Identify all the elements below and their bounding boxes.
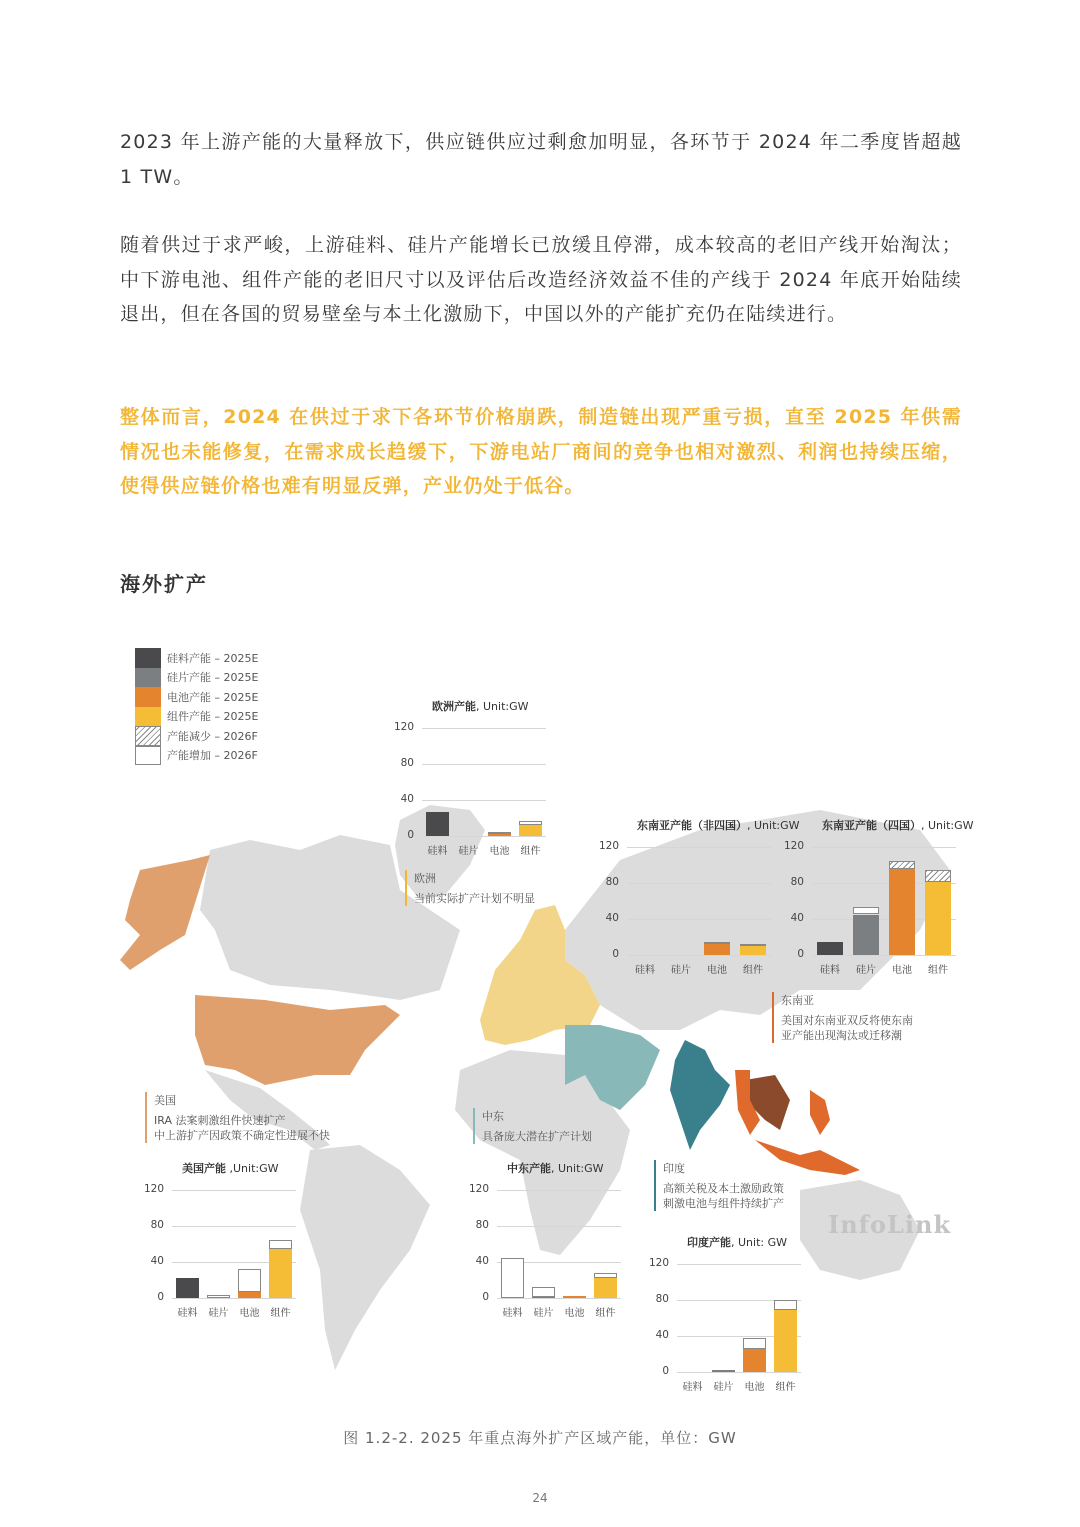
legend-item-module: 组件产能 – 2025E bbox=[135, 707, 258, 727]
y-tick-label: 80 bbox=[475, 1219, 489, 1231]
bar-increase-2026f bbox=[519, 821, 541, 826]
gridline bbox=[627, 883, 771, 884]
legend-swatch bbox=[135, 687, 161, 707]
bar-decrease-2026f bbox=[889, 861, 915, 869]
bar-increase-2026f bbox=[238, 1269, 260, 1292]
y-tick-label: 0 bbox=[407, 829, 414, 841]
chart-europe bbox=[390, 698, 550, 858]
x-category-label: 电池 bbox=[707, 965, 727, 976]
x-category-label: 组件 bbox=[520, 846, 541, 857]
bar-2025e bbox=[563, 1296, 585, 1298]
chart-title: 美国产能 ,Unit:GW bbox=[182, 1162, 279, 1175]
map-sea-other-philippines bbox=[810, 1090, 830, 1135]
gridline bbox=[172, 1190, 296, 1191]
bar-2025e bbox=[925, 882, 951, 955]
y-tick-label: 80 bbox=[605, 876, 619, 888]
x-category-label: 硅片 bbox=[458, 846, 479, 857]
paragraph-highlight: 整体而言，2024 在供过于求下各环节价格崩跌，制造链出现严重亏损，直至 2025 年供需情况也未能修复，在需求成长趋缓下，下游电站厂商间的竞争也相对激烈、利润也持续压缩，使得供应链价格也难有明显反弹，产业仍处于低谷。 bbox=[120, 406, 962, 497]
bar-increase-2026f bbox=[488, 832, 510, 834]
page-number: 24 bbox=[532, 1491, 548, 1505]
gridline bbox=[497, 1190, 621, 1191]
x-category-label: 硅片 bbox=[533, 1308, 554, 1319]
legend-swatch-hatch bbox=[135, 726, 161, 746]
x-category-label: 硅片 bbox=[671, 965, 691, 976]
map-usa bbox=[195, 995, 400, 1085]
x-category-label: 硅料 bbox=[177, 1308, 198, 1319]
bar-2025e bbox=[519, 825, 541, 836]
y-tick-label: 120 bbox=[143, 1183, 164, 1195]
map-alaska bbox=[120, 855, 210, 970]
bar-increase-2026f bbox=[704, 942, 730, 944]
x-category-label: 电池 bbox=[489, 846, 510, 857]
x-category-label: 电池 bbox=[239, 1308, 260, 1319]
y-tick-label: 40 bbox=[790, 912, 804, 924]
bar-2025e bbox=[740, 946, 766, 955]
gridline bbox=[627, 847, 771, 848]
bar-2025e bbox=[269, 1249, 291, 1299]
x-category-label: 电池 bbox=[892, 965, 912, 976]
legend-item-polysilicon: 硅料产能 – 2025E bbox=[135, 648, 258, 668]
bar-decrease-2026f bbox=[925, 870, 951, 882]
y-tick-label: 80 bbox=[150, 1219, 164, 1231]
bar-increase-2026f bbox=[740, 944, 766, 946]
annotation-usa: 美国 IRA 法案刺激组件快速扩产 中上游扩产因政策不确定性进展不快 bbox=[145, 1092, 330, 1143]
legend-swatch bbox=[135, 648, 161, 668]
bar-2025e bbox=[712, 1370, 734, 1372]
gridline bbox=[422, 728, 546, 729]
chart-sea-four bbox=[780, 817, 974, 977]
x-category-label: 组件 bbox=[743, 965, 763, 976]
y-tick-label: 0 bbox=[797, 948, 804, 960]
legend-item-increase: 产能增加 – 2026F bbox=[135, 746, 258, 766]
x-category-label: 电池 bbox=[564, 1308, 585, 1319]
chart-middle-east bbox=[465, 1160, 625, 1320]
bar-increase-2026f bbox=[207, 1295, 229, 1298]
legend-swatch bbox=[135, 668, 161, 688]
y-tick-label: 40 bbox=[475, 1255, 489, 1267]
chart-title: 东南亚产能（非四国）, Unit:GW bbox=[637, 819, 800, 832]
x-category-label: 硅料 bbox=[820, 965, 840, 976]
bar-2025e bbox=[704, 942, 730, 955]
bar-increase-2026f bbox=[774, 1300, 796, 1310]
legend-item-wafer: 硅片产能 – 2025E bbox=[135, 668, 258, 688]
y-tick-label: 120 bbox=[598, 840, 619, 852]
annotation-india: 印度 高额关税及本土激励政策 刺激电池与组件持续扩产 bbox=[654, 1160, 784, 1211]
y-tick-label: 80 bbox=[655, 1293, 669, 1305]
y-tick-label: 40 bbox=[605, 912, 619, 924]
annotation-europe: 欧洲 当前实际扩产计划不明显 bbox=[405, 870, 535, 906]
x-category-label: 硅料 bbox=[682, 1382, 703, 1393]
gridline bbox=[677, 1372, 801, 1373]
x-category-label: 组件 bbox=[595, 1308, 616, 1319]
bar-2025e bbox=[426, 812, 448, 836]
y-tick-label: 0 bbox=[157, 1291, 164, 1303]
bar-2025e bbox=[176, 1278, 198, 1298]
gridline bbox=[812, 847, 956, 848]
legend-item-decrease: 产能减少 – 2026F bbox=[135, 726, 258, 746]
figure-caption: 图 1.2-2. 2025 年重点海外扩产区域产能，单位：GW bbox=[343, 1429, 737, 1447]
x-category-label: 硅料 bbox=[427, 846, 448, 857]
map-india bbox=[670, 1040, 730, 1150]
annotation-middle-east: 中东 具备庞大潜在扩产计划 bbox=[473, 1108, 592, 1144]
gridline bbox=[627, 919, 771, 920]
y-tick-label: 40 bbox=[150, 1255, 164, 1267]
y-tick-label: 120 bbox=[648, 1257, 669, 1269]
x-category-label: 硅片 bbox=[208, 1308, 229, 1319]
gridline bbox=[172, 1298, 296, 1299]
y-tick-label: 0 bbox=[662, 1365, 669, 1377]
y-tick-label: 40 bbox=[655, 1329, 669, 1341]
y-tick-label: 0 bbox=[612, 948, 619, 960]
bar-increase-2026f bbox=[743, 1338, 765, 1349]
x-category-label: 硅料 bbox=[502, 1308, 523, 1319]
gridline bbox=[422, 836, 546, 837]
x-category-label: 组件 bbox=[270, 1308, 291, 1319]
y-tick-label: 80 bbox=[400, 757, 414, 769]
paragraph-2: 随着供过于求严峻，上游硅料、硅片产能增长已放缓且停滞，成本较高的老旧产线开始淘汰；中下游电池、组件产能的老旧尺寸以及评估后改造经济效益不佳的产线于 2024 年底开始陆续退出，但在各国的贸易壁垒与本土化激励下，中国以外的产能扩充仍在陆续进行。 bbox=[120, 234, 962, 325]
y-tick-label: 40 bbox=[400, 793, 414, 805]
y-tick-label: 120 bbox=[468, 1183, 489, 1195]
y-tick-label: 120 bbox=[393, 721, 414, 733]
bar-increase-2026f bbox=[501, 1258, 523, 1298]
bar-increase-2026f bbox=[532, 1287, 554, 1297]
gridline bbox=[172, 1226, 296, 1227]
y-tick-label: 120 bbox=[783, 840, 804, 852]
infolink-watermark: InfoLink bbox=[828, 1210, 952, 1239]
paragraph-1: 2023 年上游产能的大量释放下，供应链供应过剩愈加明显，各环节于 2024 年二季度皆超越 1 TW。 bbox=[120, 131, 962, 188]
bar-increase-2026f bbox=[853, 907, 879, 914]
gridline bbox=[422, 800, 546, 801]
x-category-label: 硅片 bbox=[856, 965, 876, 976]
chart-sea-non-four bbox=[595, 817, 800, 977]
x-category-label: 硅片 bbox=[713, 1382, 734, 1393]
legend-swatch-outline bbox=[135, 746, 161, 766]
chart-title: 中东产能, Unit:GW bbox=[507, 1162, 604, 1175]
section-title: 海外扩产 bbox=[120, 572, 208, 596]
chart-usa bbox=[140, 1160, 300, 1320]
gridline bbox=[497, 1226, 621, 1227]
gridline bbox=[627, 955, 771, 956]
legend-swatch bbox=[135, 707, 161, 727]
legend-item-cell: 电池产能 – 2025E bbox=[135, 687, 258, 707]
bar-increase-2026f bbox=[269, 1240, 291, 1249]
bar-2025e bbox=[889, 869, 915, 955]
chart-title: 东南亚产能（四国）, Unit:GW bbox=[822, 819, 974, 832]
chart-title: 欧洲产能, Unit:GW bbox=[432, 700, 529, 713]
y-tick-label: 0 bbox=[482, 1291, 489, 1303]
chart-legend bbox=[135, 648, 258, 765]
bar-increase-2026f bbox=[594, 1273, 616, 1278]
gridline bbox=[677, 1264, 801, 1265]
annotation-southeast-asia: 东南亚 美国对东南亚双反将使东南 亚产能出现淘汰或迁移潮 bbox=[772, 992, 913, 1043]
chart-india bbox=[645, 1234, 805, 1394]
bar-2025e bbox=[853, 915, 879, 956]
chart-title: 印度产能, Unit: GW bbox=[687, 1236, 787, 1249]
bar-2025e bbox=[774, 1310, 796, 1372]
bar-2025e bbox=[238, 1292, 260, 1298]
y-tick-label: 80 bbox=[790, 876, 804, 888]
x-category-label: 组件 bbox=[775, 1382, 796, 1393]
gridline bbox=[812, 955, 956, 956]
gridline bbox=[497, 1298, 621, 1299]
bar-2025e bbox=[594, 1278, 616, 1298]
bar-2025e bbox=[743, 1349, 765, 1372]
x-category-label: 硅料 bbox=[635, 965, 655, 976]
gridline bbox=[422, 764, 546, 765]
bar-2025e bbox=[817, 942, 843, 956]
x-category-label: 组件 bbox=[928, 965, 948, 976]
figure-overseas-capacity-map bbox=[100, 630, 980, 1410]
bar-2025e bbox=[532, 1297, 554, 1298]
x-category-label: 电池 bbox=[744, 1382, 765, 1393]
map-south-america bbox=[300, 1145, 430, 1370]
